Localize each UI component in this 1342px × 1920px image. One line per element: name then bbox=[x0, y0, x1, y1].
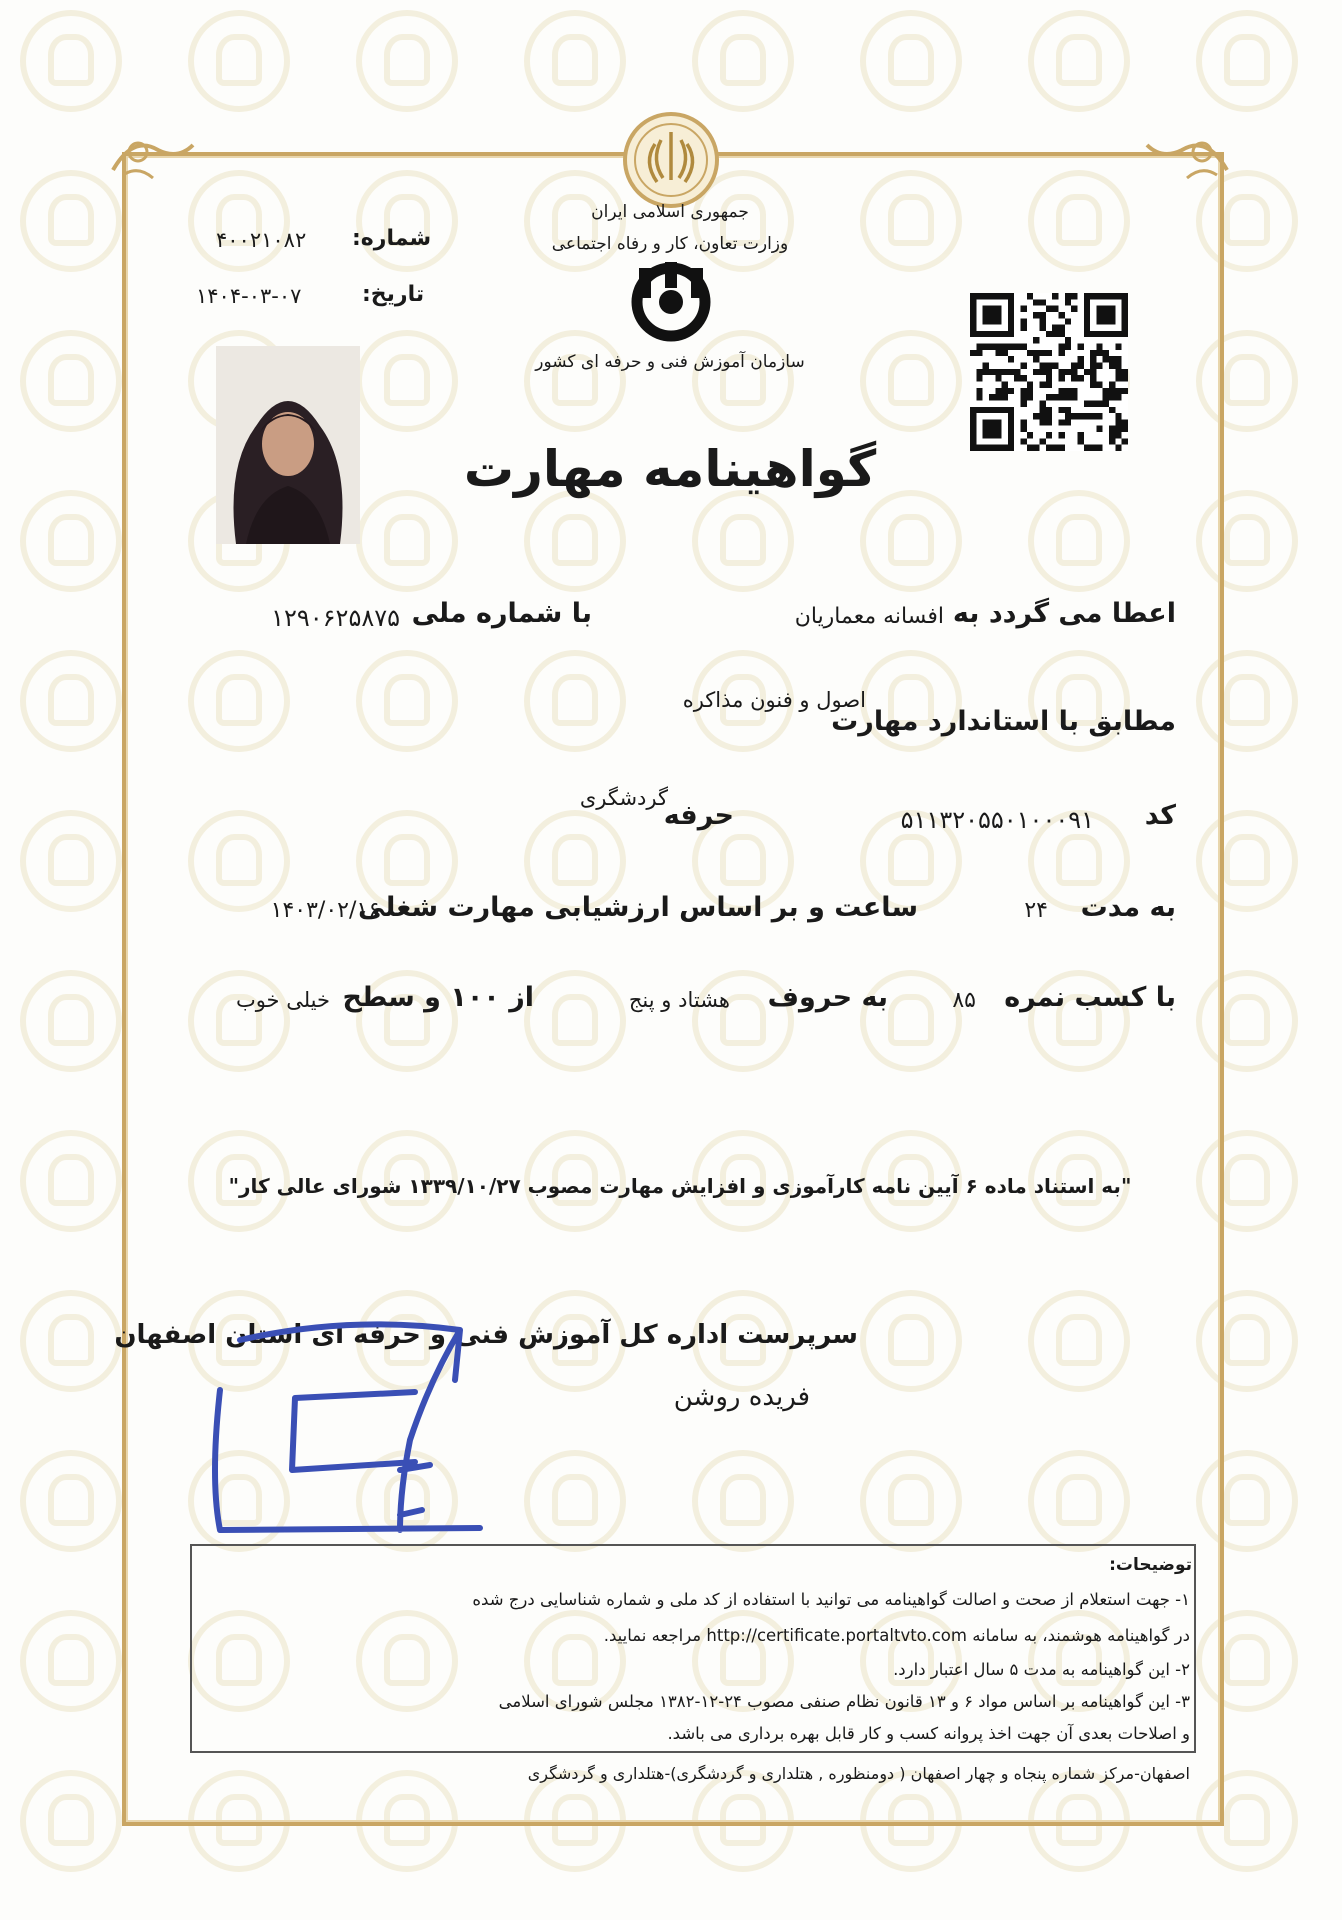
signatory-name: فریده روشن bbox=[673, 1382, 810, 1412]
assessment-label: ساعت و بر اساس ارزشیابی مهارت شغلی bbox=[357, 892, 918, 923]
duration-value: ۲۴ bbox=[1024, 898, 1048, 923]
watermark-logo bbox=[20, 650, 122, 752]
organization-name: سازمان آموزش فنی و حرفه ای کشور bbox=[535, 352, 805, 372]
assessment-date: ۱۴۰۳/۰۲/۱۶ bbox=[270, 898, 380, 923]
watermark-logo bbox=[356, 10, 458, 112]
signatory-title: سرپرست اداره کل آموزش فنی و حرفه ای استان اصفهان bbox=[114, 1320, 858, 1350]
watermark-logo bbox=[20, 330, 122, 432]
ministry-name: وزارت تعاون، کار و رفاه اجتماعی bbox=[551, 234, 789, 254]
watermark-logo bbox=[20, 490, 122, 592]
letters-label: به حروف bbox=[767, 982, 888, 1013]
left-corner-ornament-icon bbox=[108, 130, 198, 190]
watermark-logo bbox=[20, 1610, 122, 1712]
watermark-logo bbox=[20, 170, 122, 272]
qr-code bbox=[970, 293, 1128, 451]
note-line-1: ۱- جهت استعلام از صحت و اصالت گواهینامه می توانید با استفاده از کد ملی و شماره شناسایی درج شده bbox=[472, 1590, 1190, 1609]
score-label: با کسب نمره bbox=[1004, 982, 1176, 1013]
standard-name: اصول و فنون مذاکره bbox=[682, 688, 866, 712]
notes-box bbox=[190, 1544, 1196, 1753]
granted-label: اعطا می گردد به bbox=[952, 598, 1176, 629]
watermark-logo bbox=[20, 10, 122, 112]
issuing-center-footer: اصفهان-مرکز شماره پنجاه و چهار اصفهان ( دومنظوره , هتلداری و گردشگری)-هتلداری و گردشگری bbox=[527, 1764, 1190, 1783]
note-line-3: ۲- این گواهینامه به مدت ۵ سال اعتبار دارد. bbox=[893, 1660, 1190, 1679]
watermark-logo bbox=[860, 10, 962, 112]
watermark-logo bbox=[20, 810, 122, 912]
trade-label: حرفه bbox=[663, 800, 734, 831]
watermark-logo bbox=[20, 1770, 122, 1872]
date-value: ۱۴۰۴-۰۳-۰۷ bbox=[196, 284, 302, 308]
watermark-logo bbox=[20, 1290, 122, 1392]
duration-label: به مدت bbox=[1080, 892, 1176, 923]
right-corner-ornament-icon bbox=[1142, 130, 1232, 190]
date-label: تاریخ: bbox=[362, 282, 425, 307]
organization-logo-icon bbox=[619, 262, 723, 342]
number-label: شماره: bbox=[352, 226, 432, 251]
country-name: جمهوری اسلامی ایران bbox=[591, 202, 749, 222]
note-line-5: و اصلاحات بعدی آن جهت اخذ پروانه کسب و کار قابل بهره برداری می باشد. bbox=[667, 1724, 1190, 1743]
standard-label: مطابق با استاندارد مهارت bbox=[831, 706, 1176, 737]
notes-heading: توضیحات: bbox=[1109, 1555, 1192, 1575]
watermark-logo bbox=[1028, 10, 1130, 112]
watermark-logo bbox=[20, 1450, 122, 1552]
trade-value: گردشگری bbox=[579, 786, 668, 810]
national-id: ۱۲۹۰۶۲۵۸۷۵ bbox=[271, 604, 400, 632]
number-value: ۴۰۰۲۱۰۸۲ bbox=[216, 228, 307, 252]
watermark-logo bbox=[188, 10, 290, 112]
holder-photo bbox=[216, 346, 360, 544]
code-label: کد bbox=[1144, 800, 1176, 831]
score-words: هشتاد و پنج bbox=[628, 988, 730, 1012]
note-line-4: ۳- این گواهینامه بر اساس مواد ۶ و ۱۳ قانون نظام صنفی مصوب ۲۴-۱۲-۱۳۸۲ مجلس شورای اسلامی bbox=[498, 1692, 1190, 1711]
handwritten-signature bbox=[200, 1320, 500, 1550]
certificate-title: گواهینامه مهارت bbox=[463, 440, 877, 498]
watermark-logo bbox=[20, 970, 122, 1072]
scale-label: از ۱۰۰ و سطح bbox=[342, 982, 534, 1013]
watermark-logo bbox=[1196, 10, 1298, 112]
recipient-name: افسانه معماریان bbox=[794, 604, 944, 629]
national-id-label: با شماره ملی bbox=[411, 598, 592, 629]
watermark-logo bbox=[692, 10, 794, 112]
watermark-logo bbox=[524, 10, 626, 112]
iran-emblem-icon bbox=[621, 110, 721, 210]
note-line-2: در گواهینامه هوشمند، به سامانه http://certificate.portaltvto.com مراجعه نمایید. bbox=[603, 1626, 1190, 1645]
legal-reference: "به استناد ماده ۶ آیین نامه کارآموزی و افزایش مهارت مصوب ۱۳۳۹/۱۰/۲۷ شورای عالی کار" bbox=[228, 1174, 1132, 1198]
level-value: خیلی خوب bbox=[235, 988, 330, 1012]
score-value: ۸۵ bbox=[952, 988, 976, 1013]
code-value: ۵۱۱۳۲۰۵۵۰۱۰۰۰۹۱ bbox=[900, 806, 1094, 834]
watermark-logo bbox=[20, 1130, 122, 1232]
